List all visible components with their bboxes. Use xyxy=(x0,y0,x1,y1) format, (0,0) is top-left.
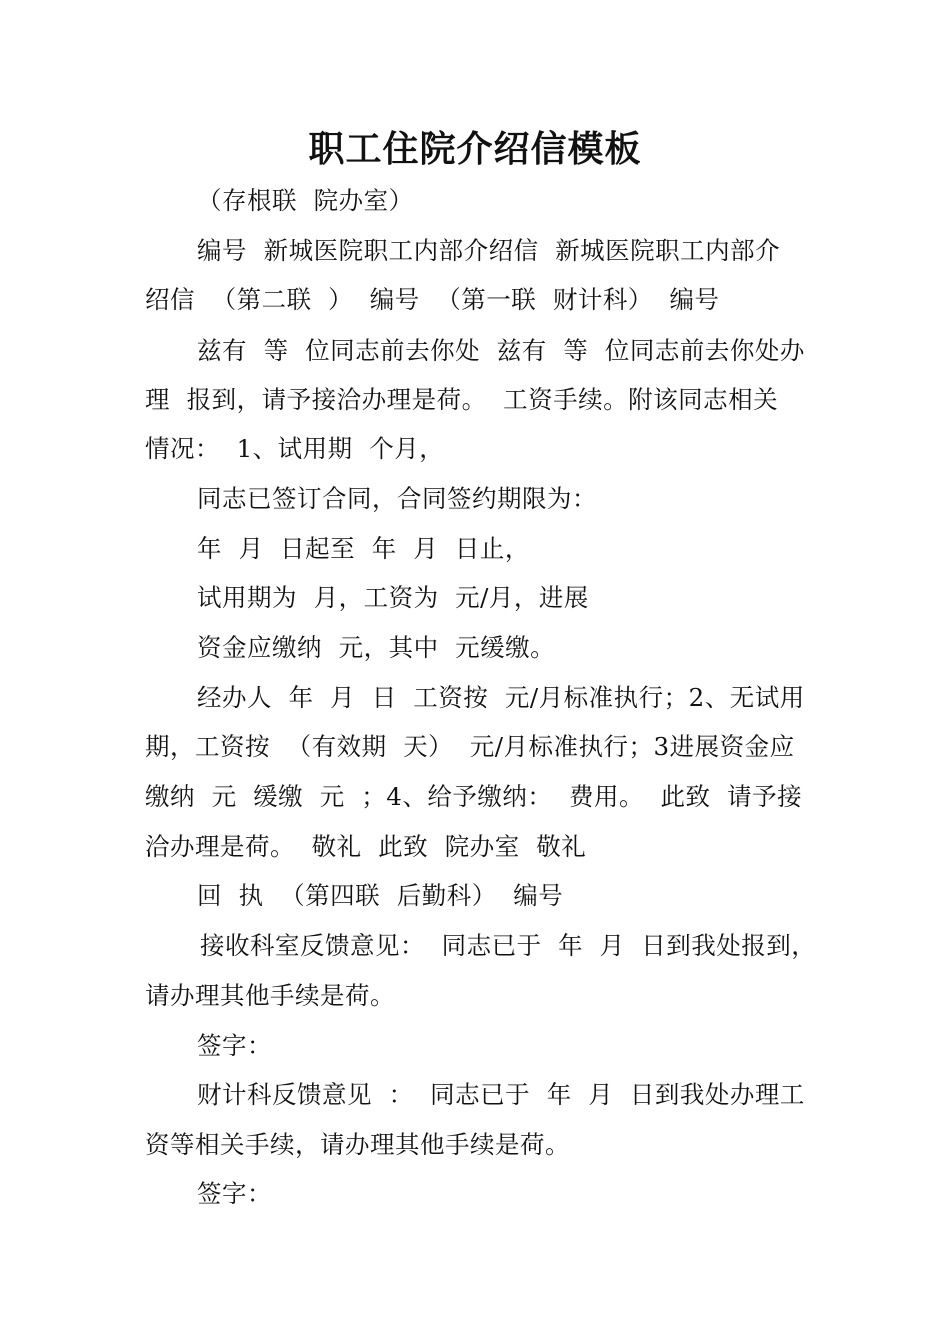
body-line: 接收科室反馈意见： 同志已于 年 月 日到我处报到， xyxy=(200,931,817,960)
body-line: 情况： 1、试用期 个月， xyxy=(145,434,445,463)
body-line: 兹有 等 位同志前去你处 兹有 等 位同志前去你处办 xyxy=(197,336,805,365)
body-line: 绍信 （第二联 ） 编号 （第一联 财计科） 编号 xyxy=(145,285,720,314)
body-line: 财计科反馈意见 ： 同志已于 年 月 日到我处办理工 xyxy=(197,1080,805,1109)
body-line: 年 月 日起至 年 月 日止， xyxy=(197,534,530,563)
document-title: 职工住院介绍信模板 xyxy=(308,129,642,170)
body-line: 资金应缴纳 元，其中 元缓缴。 xyxy=(197,633,556,662)
body-line: 缴纳 元 缓缴 元 ；4、给予缴纳： 费用。 此致 请予接 xyxy=(145,782,803,811)
body-line: 请办理其他手续是荷。 xyxy=(145,981,395,1010)
body-line: 洽办理是荷。 敬礼 此致 院办室 敬礼 xyxy=(145,832,587,861)
body-line: 试用期为 月，工资为 元/月，进展 xyxy=(197,583,589,612)
body-line: 经办人 年 月 日 工资按 元/月标准执行；2、无试用 xyxy=(197,683,805,712)
body-line: 期，工资按 （有效期 天） 元/月标准执行；3进展资金应 xyxy=(145,732,795,761)
signature-label: 签字： xyxy=(197,1031,272,1060)
signature-label: 签字： xyxy=(197,1179,272,1208)
body-line: 资等相关手续，请办理其他手续是荷。 xyxy=(145,1130,570,1159)
body-line: 编号 新城医院职工内部介绍信 新城医院职工内部介 xyxy=(197,236,781,265)
receipt-heading: 回 执 （第四联 后勤科） 编号 xyxy=(197,881,564,910)
body-line: 理 报到，请予接洽办理是荷。 工资手续。附该同志相关 xyxy=(145,385,779,414)
body-line: 同志已签订合同，合同签约期限为： xyxy=(197,484,597,513)
stub-note: （存根联 院办室） xyxy=(197,186,414,215)
